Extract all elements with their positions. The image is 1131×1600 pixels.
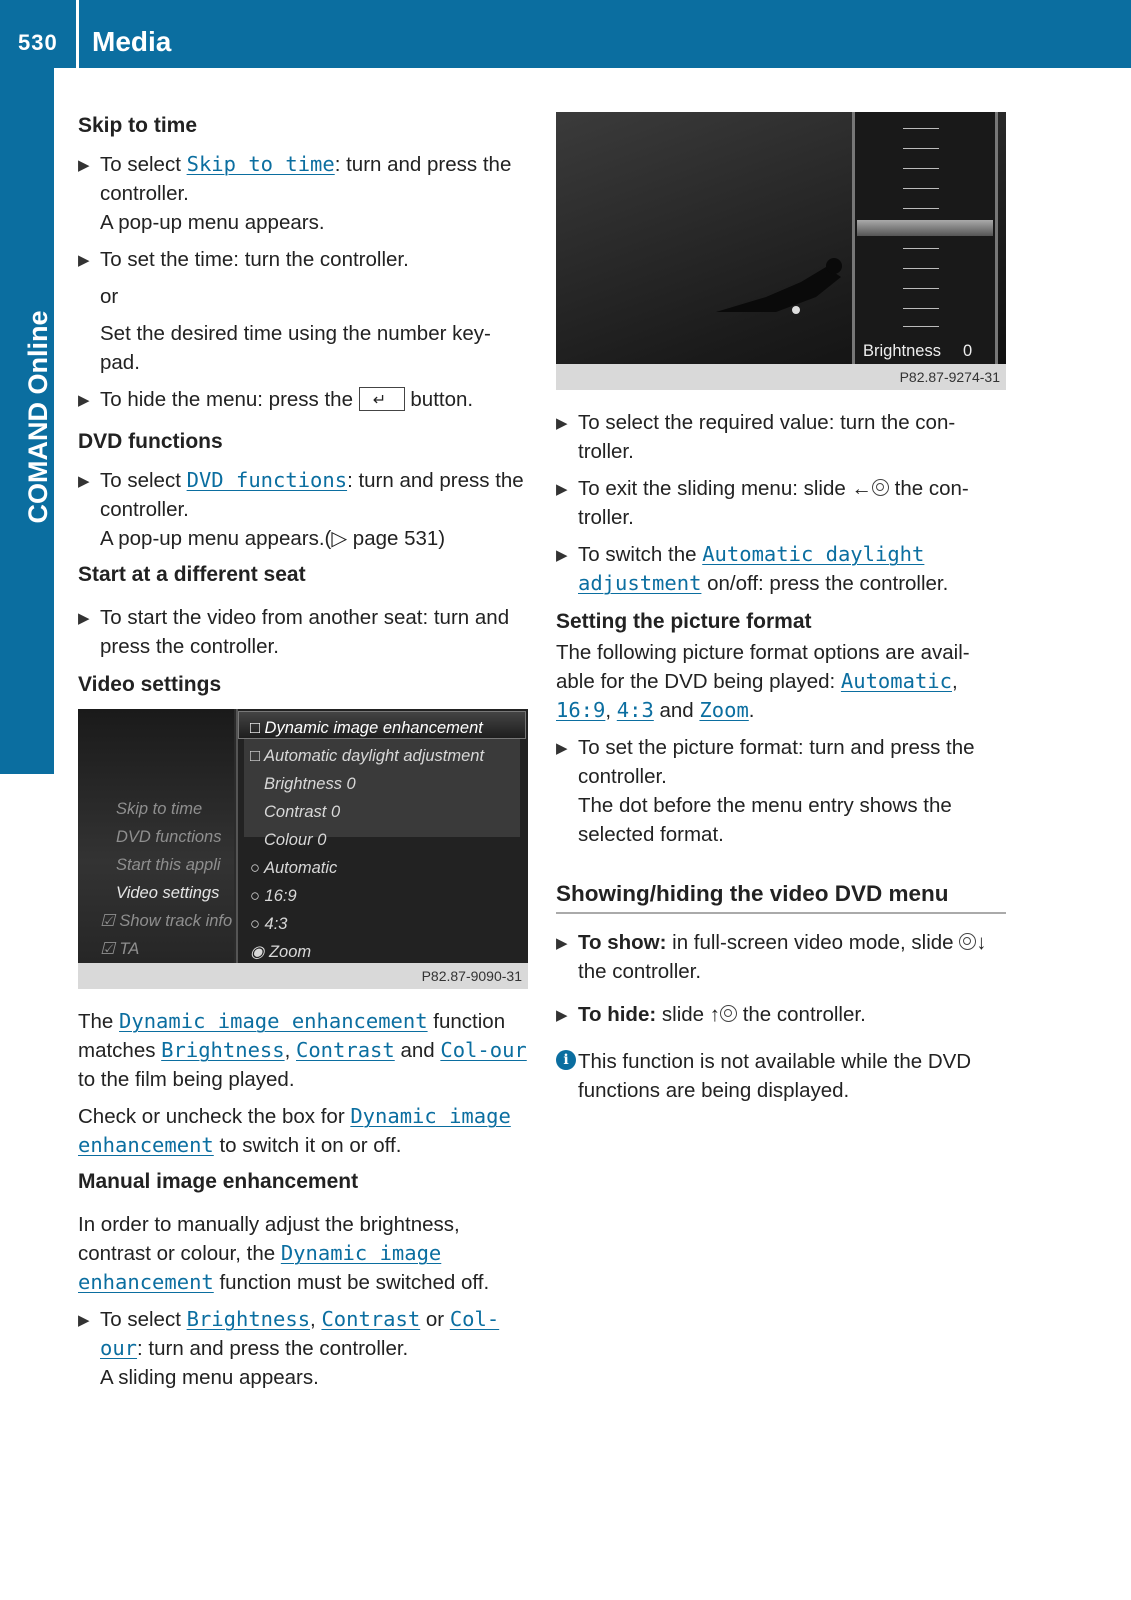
step: ▶ To select Skip to time: turn and press the controller. A pop-up menu appears. <box>78 152 512 234</box>
or-text: or <box>100 285 119 308</box>
menu-item-ref: Brightness <box>161 1038 285 1062</box>
menu-item-ref: Brightness <box>186 1307 311 1331</box>
menu-item-ref: Zoom <box>699 698 749 722</box>
slider-value: 0 <box>963 342 973 360</box>
menu-item-ref: Contrast <box>321 1307 421 1331</box>
menu-right-item: Colour 0 <box>264 831 327 849</box>
header-divider <box>76 0 79 68</box>
slider-tick <box>903 268 939 269</box>
menu-item-ref: 16:9 <box>556 698 606 722</box>
arrow-icon: ▶ <box>78 392 90 409</box>
arrow-icon: ▶ <box>556 740 568 757</box>
slider-label: Brightness <box>863 342 941 360</box>
menu-item-ref: DVD functions <box>186 468 348 492</box>
menu-item-ref: Dynamic image enhancement <box>78 1104 511 1157</box>
page-number: 530 <box>18 30 58 55</box>
video-screenshot <box>556 112 1006 364</box>
menu-left-item: ☑ TA <box>100 940 140 958</box>
slider-figure <box>556 112 1006 390</box>
controller-icon <box>959 933 976 950</box>
alt-text: Set the desired time using the number key-pad. <box>100 322 491 374</box>
step: ▶ To hide: slide ↑ the controller. <box>556 1000 1006 1029</box>
arrow-icon: ▶ <box>556 1007 568 1024</box>
right-column <box>556 112 1006 1105</box>
page-header <box>0 0 1131 68</box>
heading-dvd-functions: DVD functions <box>78 430 223 453</box>
paragraph: In order to manually adjust the brightness, contrast or colour, the Dynamic image enhancement function must be switched off. <box>78 1213 490 1294</box>
step: ▶ To show: in full-screen video mode, slide ↓ the controller. <box>556 931 987 983</box>
menu-right-item: □ Dynamic image enhancement <box>250 719 483 737</box>
result-text: A sliding menu appears. <box>100 1366 319 1389</box>
menu-left-item: DVD functions <box>116 828 222 846</box>
arrow-icon: ▶ <box>556 481 568 498</box>
step: ▶ To select Brightness, Contrast or Col-our: turn and press the controller. A sliding menu appears. <box>78 1307 500 1389</box>
sliding-menu <box>852 112 998 364</box>
slider-selection <box>857 220 993 236</box>
menu-right-item: ◉ Zoom <box>250 943 312 961</box>
heading-picture-format: Setting the picture format <box>556 610 812 633</box>
step: ▶ To switch the Automatic daylight adjustment on/off: press the controller. <box>556 542 949 595</box>
arrow-icon: ▶ <box>556 935 568 952</box>
menu-right-item: Brightness 0 <box>264 775 356 793</box>
controller-icon <box>720 1005 737 1022</box>
result-text: A pop-up menu appears. <box>100 211 325 234</box>
menu-left-item: ☑ Show track info <box>100 912 233 930</box>
arrow-icon: ▶ <box>78 610 90 627</box>
controller-icon <box>872 479 889 496</box>
left-column <box>78 112 528 1400</box>
step: ▶ To start the video from another seat: turn and press the controller. <box>78 606 510 658</box>
menu-left-item: Video settings <box>116 884 220 902</box>
menu-item-ref: Dynamic image enhancement <box>119 1009 428 1033</box>
menu-left-item: Start this appli <box>116 856 221 874</box>
arrow-icon: ▶ <box>78 1312 90 1329</box>
menu-item-ref: Dynamic image enhancement <box>78 1241 442 1294</box>
result-text: The dot before the menu entry shows the selected format. <box>578 794 952 846</box>
slider-tick <box>903 308 939 309</box>
menu-right-item: Contrast 0 <box>264 803 341 821</box>
side-tab-label: COMAND Online <box>23 310 53 524</box>
result-text: A pop-up menu appears.(▷ page 531) <box>100 527 446 550</box>
slider-tick <box>903 326 939 327</box>
heading-skip-to-time: Skip to time <box>78 114 198 137</box>
paragraph: The Dynamic image enhancement function matches Brightness, Contrast and Col-our to the film being played. <box>78 1009 527 1091</box>
step: ▶ To select DVD functions: turn and press the controller. A pop-up menu appears.(▷ page 531) <box>78 468 524 550</box>
diver-image <box>706 252 856 322</box>
slider-tick <box>903 188 939 189</box>
menu-item-ref: Contrast <box>296 1038 395 1062</box>
heading-manual: Manual image enhancement <box>78 1170 359 1193</box>
slider-tick <box>903 248 939 249</box>
heading-video-settings: Video settings <box>78 673 222 696</box>
info-note: i This function is not available while the DVD functions are being displayed. <box>556 1047 1006 1105</box>
slider-tick <box>903 128 939 129</box>
step: ▶ To hide the menu: press the ↵ button. <box>78 385 528 414</box>
side-tab <box>0 68 54 774</box>
back-button-icon <box>359 387 405 411</box>
info-icon: i <box>556 1050 576 1070</box>
menu-right-item: ○ 16:9 <box>250 887 297 905</box>
menu-item-ref: Col-our <box>440 1038 527 1062</box>
slider-tick <box>903 148 939 149</box>
menu-right-item: ○ Automatic <box>250 859 338 877</box>
figure-id: P82.87-9090-31 <box>78 963 528 989</box>
slider-tick <box>903 208 939 209</box>
figure-id: P82.87-9274-31 <box>556 364 1006 390</box>
step: ▶ To set the time: turn the controller. <box>78 245 528 274</box>
heading-different-seat: Start at a different seat <box>78 563 306 586</box>
paragraph: The following picture format options are avail-able for the DVD being played: Automatic, 16:9, 4:3 and Zoom. <box>556 641 970 722</box>
arrow-icon: ▶ <box>78 157 90 174</box>
menu-item-ref: Skip to time <box>186 152 335 176</box>
step: ▶ To set the picture format: turn and press the controller. The dot before the menu entry shows the selected format. <box>556 736 975 846</box>
arrow-icon: ▶ <box>78 473 90 490</box>
video-settings-figure <box>78 709 528 989</box>
menu-item-ref: Automatic daylight adjustment <box>578 542 925 595</box>
menu-item-ref: Automatic <box>840 669 952 693</box>
section-title: Media <box>92 26 172 57</box>
step: ▶ To select the required value: turn the con-troller. <box>556 411 956 463</box>
menu-left-item: Skip to time <box>116 800 203 818</box>
arrow-icon: ▶ <box>78 252 90 269</box>
menu-right-item: ○ 4:3 <box>250 915 288 933</box>
arrow-icon: ▶ <box>556 415 568 432</box>
paragraph: Check or uncheck the box for Dynamic image enhancement to switch it on or off. <box>78 1104 511 1157</box>
step: ▶ To exit the sliding menu: slide ← the con-troller. <box>556 477 969 529</box>
heading-dvd-menu: Showing/hiding the video DVD menu <box>556 879 1006 914</box>
arrow-icon: ▶ <box>556 547 568 564</box>
menu-item-ref: Col-our <box>100 1307 500 1360</box>
slider-tick <box>903 288 939 289</box>
menu-right-item: □ Automatic daylight adjustment <box>250 747 485 765</box>
menu-screenshot <box>78 709 528 963</box>
slider-tick <box>903 168 939 169</box>
menu-item-ref: 4:3 <box>616 698 654 722</box>
